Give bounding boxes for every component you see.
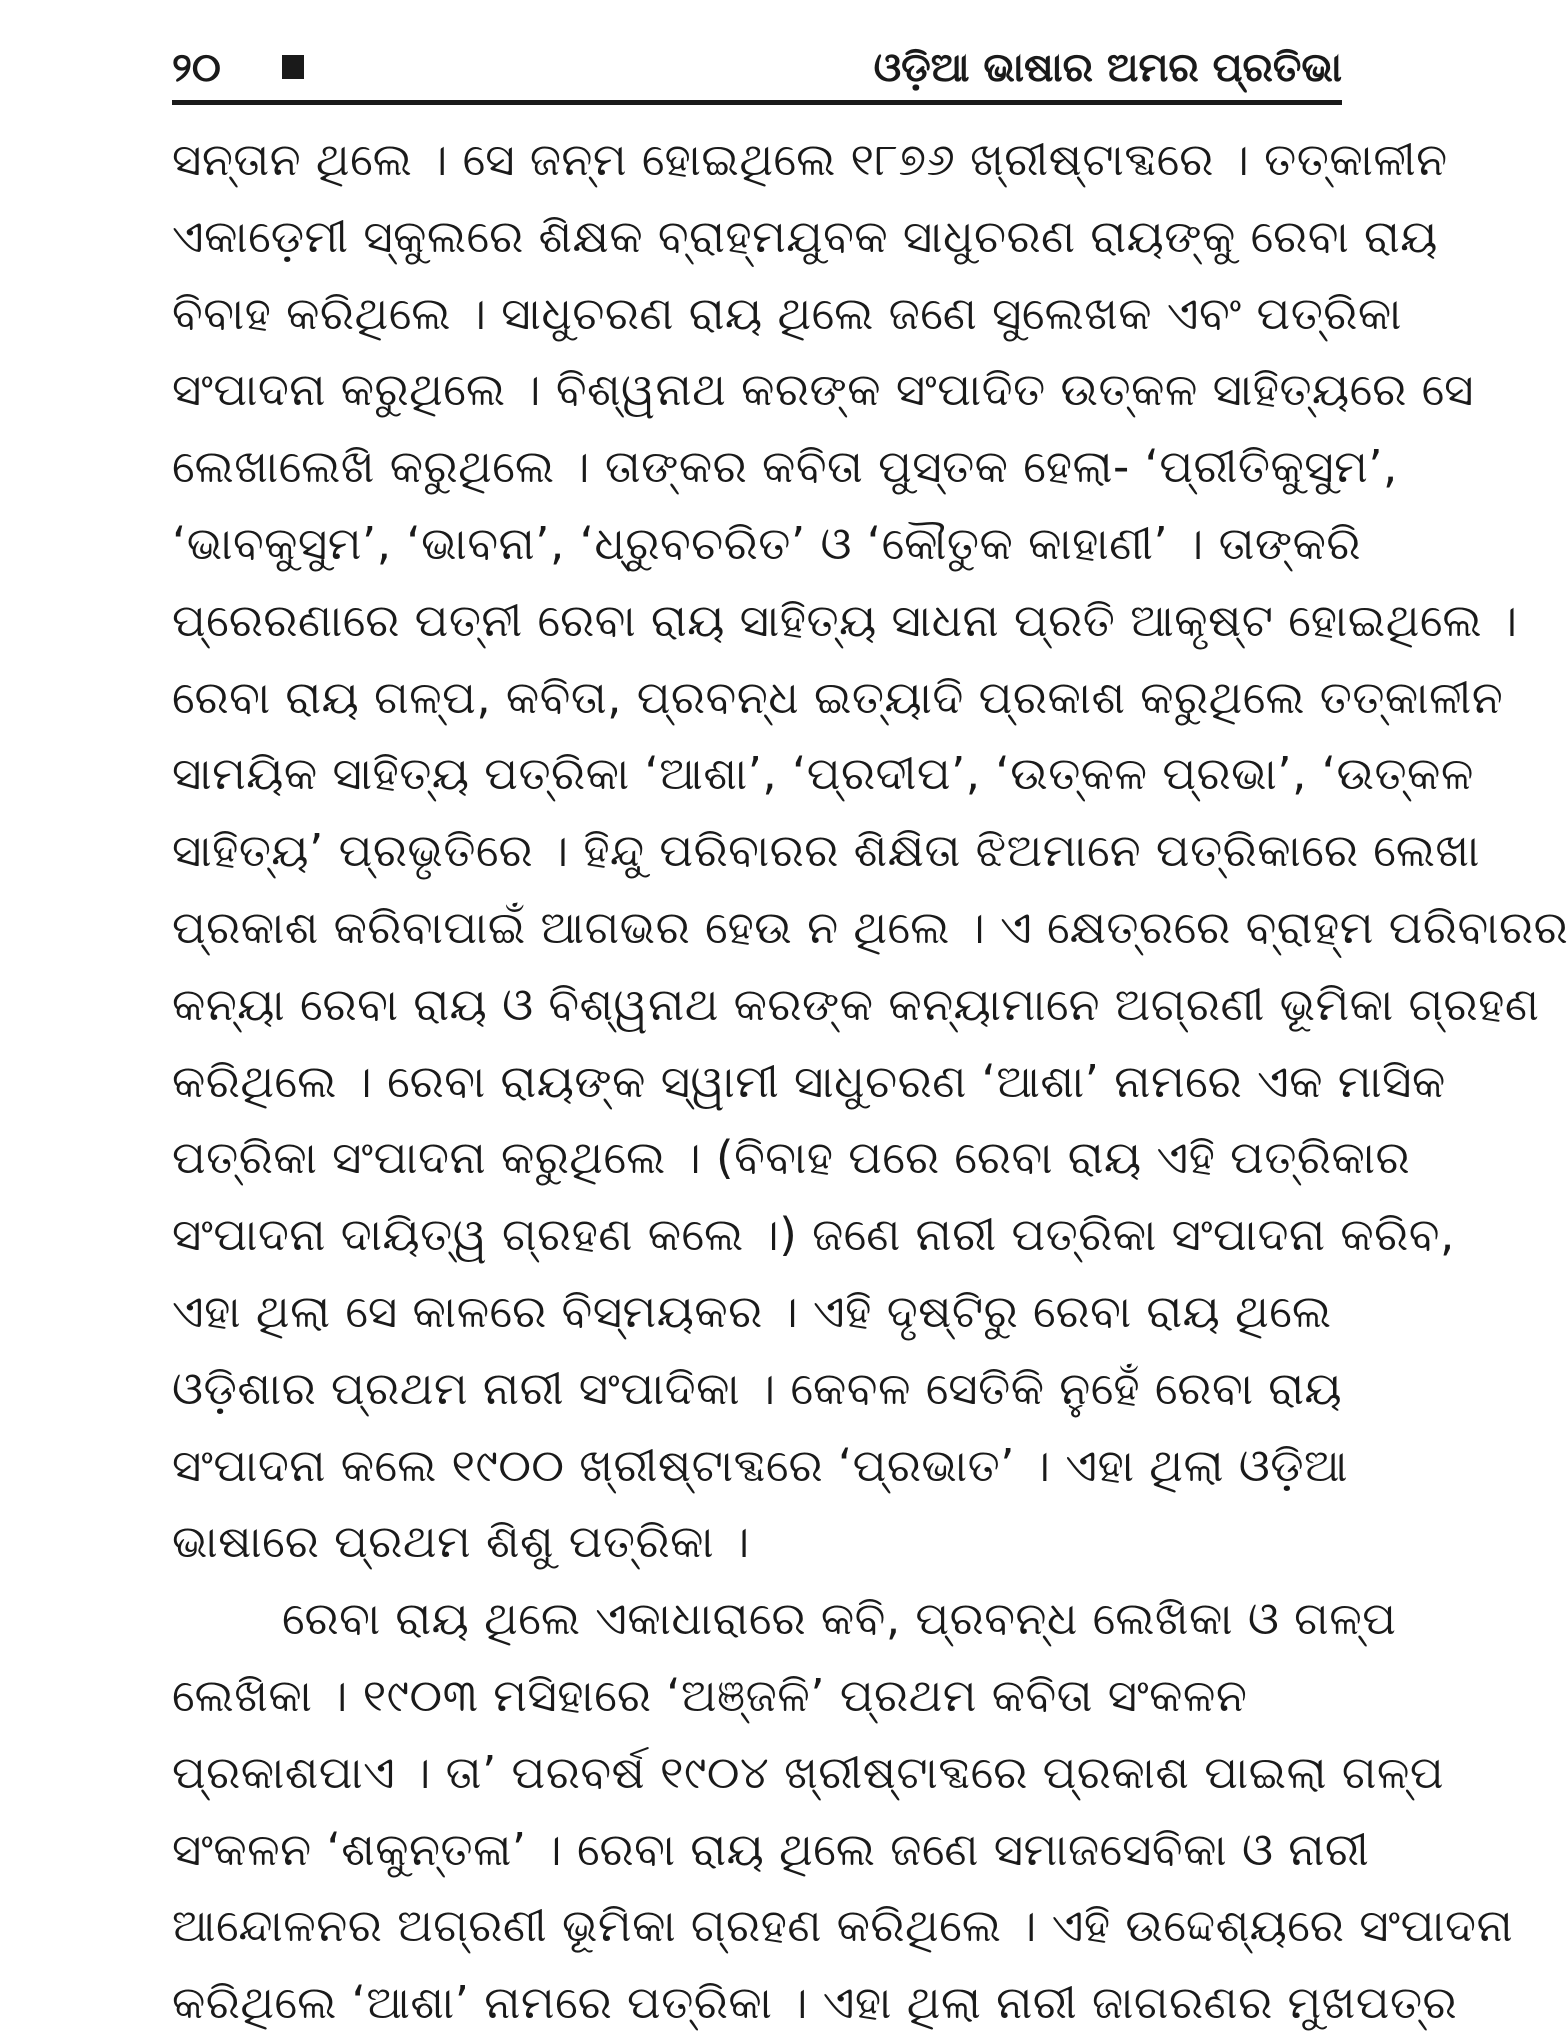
square-marker-icon	[282, 55, 304, 79]
text-line: ସଂପାଦନା କରୁଥିଲେ । ବିଶ୍ୱନାଥ କରଙ୍କ ସଂପାଦିତ ଉତ୍କଳ ସାହିତ୍ୟରେ ସେ	[172, 363, 1475, 417]
text-line: ସାମୟିକ ସାହିତ୍ୟ ପତ୍ରିକା ‘ଆଶା’, ‘ପ୍ରଦୀପ’, ‘ଉତ୍କଳ ପ୍ରଭା’, ‘ଉତ୍କଳ	[172, 747, 1474, 801]
text-line: ଲେଖିକା । ୧୯୦୩ ମସିହାରେ ‘ଅଞ୍ଜଳି’ ପ୍ରଥମ କବିତା ସଂକଳନ	[172, 1668, 1248, 1722]
text-line: ଏହା ଥିଲା ସେ କାଳରେ ବିସ୍ମୟକର । ଏହି ଦୃଷ୍ଟିରୁ ରେବା ରାୟ ଥିଲେ	[172, 1284, 1332, 1338]
text-line: କରିଥିଲେ । ରେବା ରାୟଙ୍କ ସ୍ୱାମୀ ସାଧୁଚରଣ ‘ଆଶା’ ନାମରେ ଏକ ମାସିକ	[172, 1054, 1446, 1108]
text-line: ଆନ୍ଦୋଳନର ଅଗ୍ରଣୀ ଭୂମିକା ଗ୍ରହଣ କରିଥିଲେ । ଏହି ଉଦ୍ଦେଶ୍ୟରେ ସଂପାଦନା	[172, 1899, 1514, 1953]
text-line: ଲେଖାଲେଖି କରୁଥିଲେ । ତାଙ୍କର କବିତା ପୁସ୍ତକ ହେଲା- ‘ପ୍ରୀତିକୁସୁମ’,	[172, 440, 1398, 494]
page-header	[172, 38, 1342, 98]
body-text	[172, 122, 1568, 2042]
text-line: ‘ଭାବକୁସୁମ’, ‘ଭାବନା’, ‘ଧ୍ରୁବଚରିତ’ ଓ ‘କୌତୁକ କାହାଣୀ’ । ତାଙ୍କରି	[172, 516, 1361, 570]
page-number: ୨୦	[172, 45, 221, 91]
header-rule	[172, 100, 1342, 105]
text-line: ପ୍ରକାଶପାଏ । ତା’ ପରବର୍ଷ ୧୯୦୪ ଖ୍ରୀଷ୍ଟାବ୍ଦରେ ପ୍ରକାଶ ପାଇଲା ଗଳ୍ପ	[172, 1745, 1445, 1799]
text-line: ଏକାଡ଼େମୀ ସ୍କୁଲରେ ଶିକ୍ଷକ ବ୍ରାହ୍ମଯୁବକ ସାଧୁଚରଣ ରାୟଙ୍କୁ ରେବା ରାୟ	[172, 209, 1438, 263]
text-line: ରେବା ରାୟ ଗଳ୍ପ, କବିତା, ପ୍ରବନ୍ଧ ଇତ୍ୟାଦି ପ୍ରକାଶ କରୁଥିଲେ ତତ୍କାଳୀନ	[172, 670, 1504, 724]
text-line: ବିବାହ କରିଥିଲେ । ସାଧୁଚରଣ ରାୟ ଥିଲେ ଜଣେ ସୁଲେଖକ ଏବଂ ପତ୍ରିକା	[172, 286, 1402, 340]
text-line: ପତ୍ରିକା ସଂପାଦନା କରୁଥିଲେ । (ବିବାହ ପରେ ରେବା ରାୟ ଏହି ପତ୍ରିକାର	[172, 1131, 1411, 1185]
text-line: କରିଥିଲେ ‘ଆଶା’ ନାମରେ ପତ୍ରିକା । ଏହା ଥିଲା ନାରୀ ଜାଗରଣର ମୁଖପତ୍ର	[172, 1976, 1458, 2030]
text-line: ପ୍ରେରଣାରେ ପତ୍ନୀ ରେବା ରାୟ ସାହିତ୍ୟ ସାଧନା ପ୍ରତି ଆକୃଷ୍ଟ ହୋଇଥିଲେ ।	[172, 593, 1518, 647]
text-line: ସନ୍ତାନ ଥିଲେ । ସେ ଜନ୍ମ ହୋଇଥିଲେ ୧୮୭୬ ଖ୍ରୀଷ୍ଟାବ୍ଦରେ । ତତ୍କାଳୀନ	[172, 133, 1448, 186]
paragraph-start-line: ରେବା ରାୟ ଥିଲେ ଏକାଧାରାରେ କବି, ପ୍ରବନ୍ଧ ଲେଖିକା ଓ ଗଳ୍ପ	[282, 1592, 1397, 1646]
text-line: ସଂପାଦନା କଲେ ୧୯୦୦ ଖ୍ରୀଷ୍ଟାବ୍ଦରେ ‘ପ୍ରଭାତ’ । ଏହା ଥିଲା ଓଡ଼ିଆ	[172, 1438, 1349, 1492]
text-line: ସଂକଳନ ‘ଶକୁନ୍ତଳା’ । ରେବା ରାୟ ଥିଲେ ଜଣେ ସମାଜସେବିକା ଓ ନାରୀ	[172, 1822, 1370, 1876]
text-line: ଭାଷାରେ ପ୍ରଥମ ଶିଶୁ ପତ୍ରିକା ।	[172, 1515, 750, 1569]
text-line: ସାହିତ୍ୟ’ ପ୍ରଭୃତିରେ । ହିନ୍ଦୁ ପରିବାରର ଶିକ୍ଷିତା ଝିଅମାନେ ପତ୍ରିକାରେ ଲେଖା	[172, 824, 1480, 878]
text-line: ସଂପାଦନା ଦାୟିତ୍ୱ ଗ୍ରହଣ କଲେ ।) ଜଣେ ନାରୀ ପତ୍ରିକା ସଂପାଦନା କରିବ,	[172, 1208, 1455, 1262]
running-title: ଓଡ଼ିଆ ଭାଷାର ଅମର ପ୍ରତିଭା	[873, 45, 1342, 91]
text-line: ଓଡ଼ିଶାର ପ୍ରଥମ ନାରୀ ସଂପାଦିକା । କେବଳ ସେତିକି ନୁହେଁ ରେବା ରାୟ	[172, 1361, 1343, 1415]
text-line: କନ୍ୟା ରେବା ରାୟ ଓ ବିଶ୍ୱନାଥ କରଙ୍କ କନ୍ୟାମାନେ ଅଗ୍ରଣୀ ଭୂମିକା ଗ୍ରହଣ	[172, 977, 1540, 1031]
text-line: ପ୍ରକାଶ କରିବାପାଇଁ ଆଗଭର ହେଉ ନ ଥିଲେ । ଏ କ୍ଷେତ୍ରରେ ବ୍ରାହ୍ମ ପରିବାରର	[172, 900, 1568, 954]
